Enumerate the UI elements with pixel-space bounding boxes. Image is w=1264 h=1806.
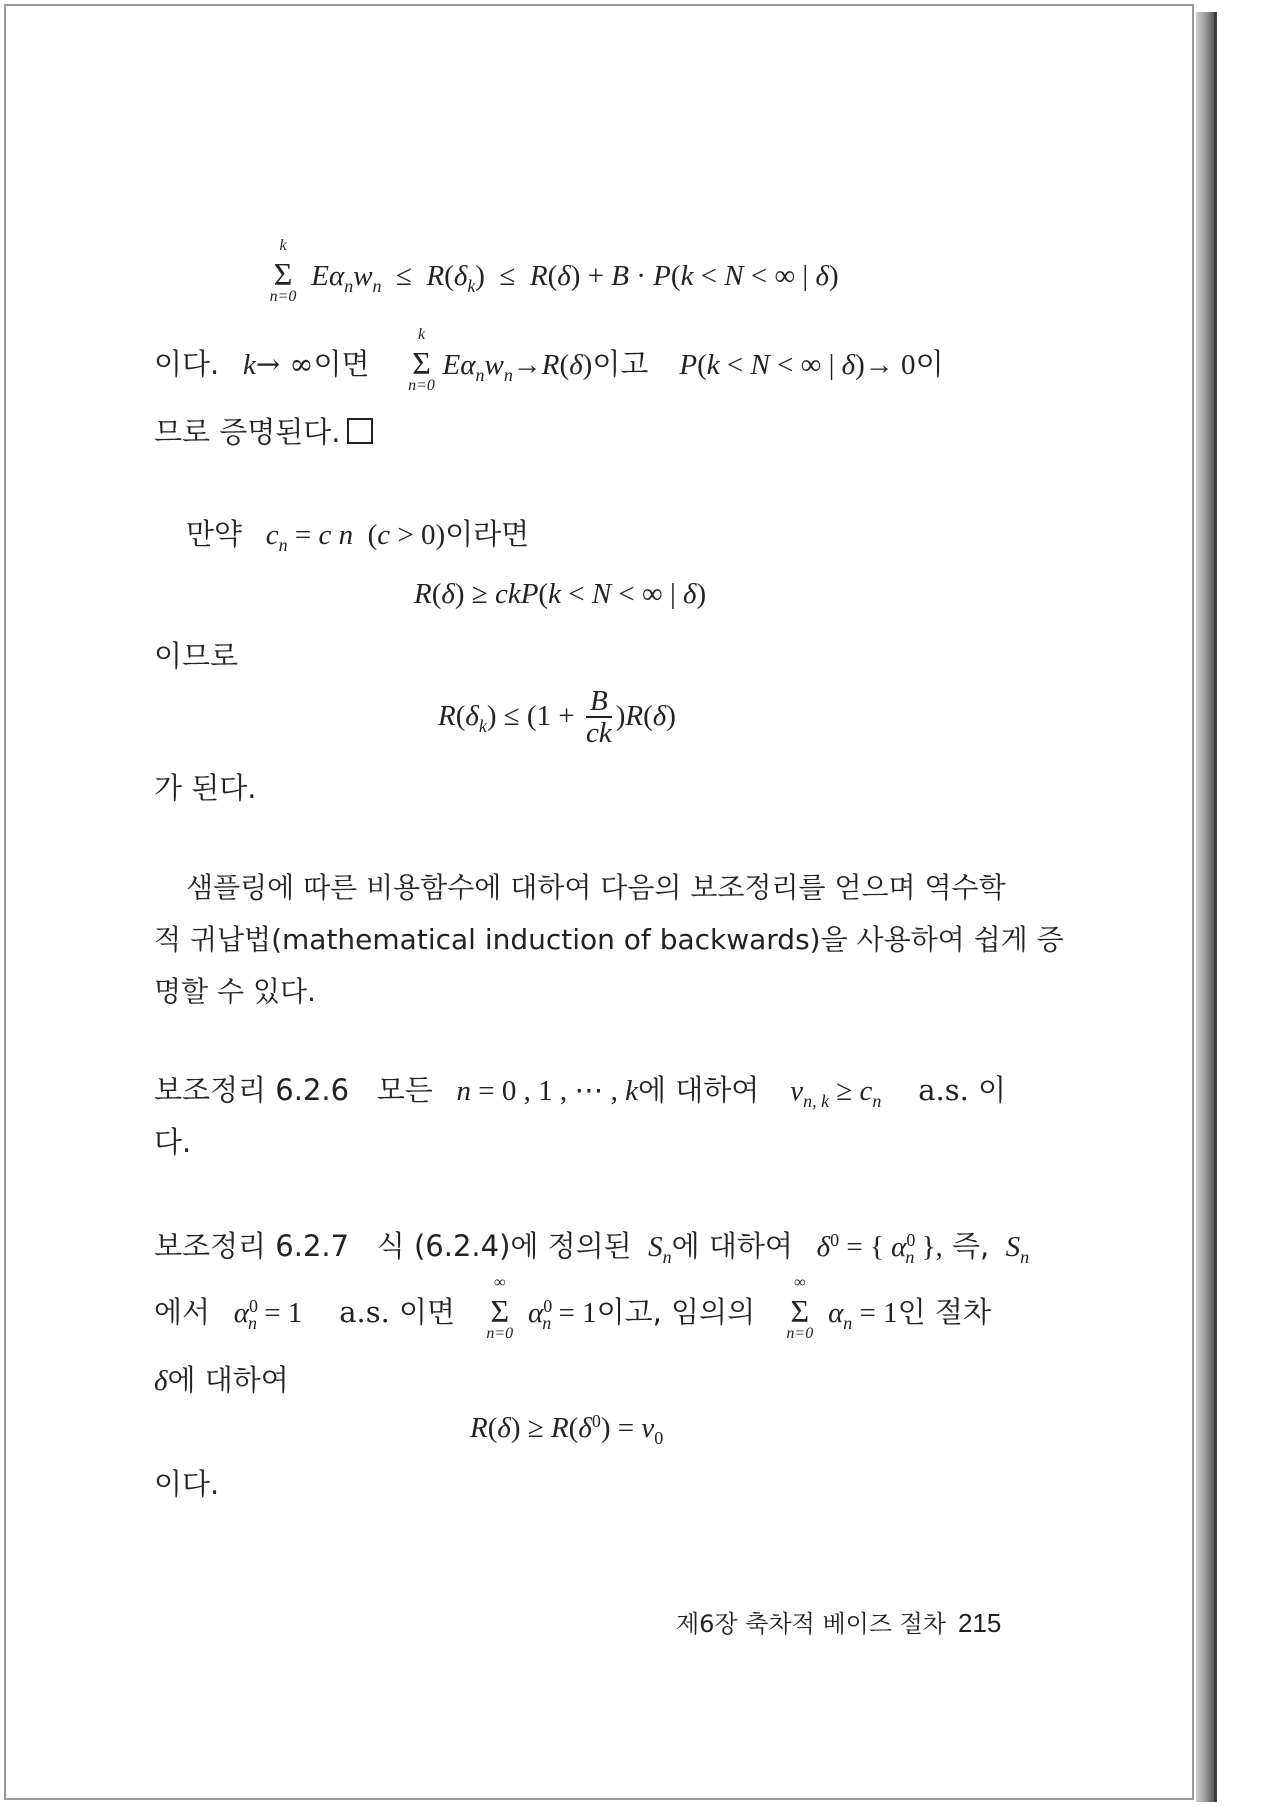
page-number: 215 [958,1608,1002,1638]
text-proof-end-line [154,410,373,451]
equation-risk-lower-bound: R(δ) ≥ ckP(k < N < ∞ | δ) [414,578,707,610]
text-sik: 식 (6.2.4)에 정의된 [376,1229,632,1263]
lemma-6-2-7-line-3: δ에 대하여 [154,1363,289,1397]
equation-optimal-risk: $R(\delta) \ge R(\delta^0) = v_0$ [470,1411,664,1448]
text-imeuro: 이므로 [154,639,239,673]
page-footer [676,1604,1001,1639]
text-igo-imui: 이고, 임의의 [596,1295,756,1329]
text-line-limit: 이다. k→ ∞이면 k Σ n=0 $E\alpha_nw_n\to R(\delta)$이고 P(k < N < ∞ | δ)→ 0이 [154,326,944,394]
text-lemma-ida: 이다. [154,1467,220,1501]
text-line-cost-condition: 만약 $c_n = c$ n (c > 0)이라면 [186,517,530,555]
paragraph-line-1: 샘플링에 따른 비용함수에 대하여 다음의 보조정리를 얻으며 역수학 [186,871,1006,904]
lemma-6-2-7-line-1: 보조정리 6.2.7 식 (6.2.4)에 정의된 $S_n$에 대하여 $\delta^0$ = { $\alpha^0_n$ }, 즉, $S_n$ [154,1229,1030,1267]
text-imyeon: 이면 [313,347,370,381]
text-ga-doenda: 가 된다. [154,771,257,805]
lemma-6-2-6-line-1: 보조정리 6.2.6 모든 n = 0 , 1 , ⋯ , k에 대하여 $v_{n, k} \ge c_n$ a.s. 이 [154,1073,1007,1111]
text-e-daehayeo: 에 대하여 [637,1073,760,1107]
text-iramyeon: 이라면 [445,517,530,551]
lemma-6-2-6-label: 보조정리 6.2.6 [154,1073,350,1107]
paragraph-line-3: 명할 수 있다. [154,975,316,1008]
text-e-daehayeo-2: 에 대하여 [671,1229,793,1263]
text-in-jeolcha: 인 절차 [897,1295,991,1329]
text-as-imyeon: a.s. 이면 [339,1295,456,1329]
text-jeuk: 즉, [951,1229,990,1263]
text-as-i: a.s. 이 [918,1073,1007,1107]
text-eseo: 에서 [154,1295,211,1329]
lemma-6-2-7-line-2: 에서 $\alpha^0_n = 1$ a.s. 이면 ∞ Σ n=0 $\alpha^0_n = 1$이고, 임의의 ∞ Σ n=0 $\alpha_n = 1$인 절차 [154,1274,991,1342]
qed-box-icon [347,418,373,444]
text-manyak: 만약 [186,517,243,551]
equation-risk-ratio: $R(\delta_k) \le (1$ + $\frac{B}{ck}$ )R(δ) [438,685,676,750]
text-ida: 이다. [154,347,220,381]
text-igo: 이고 [592,347,649,381]
footer-chapter: 제6장 축차적 베이즈 절차 [676,1610,946,1638]
text-delta-daehayeo: 에 대하여 [167,1363,289,1397]
paragraph-line-2: 적 귀납법(mathematical induction of backwards)을 사용하여 쉽게 증 [154,923,1064,956]
lemma-6-2-7-label: 보조정리 6.2.7 [154,1229,350,1263]
book-spine [1196,12,1214,1802]
text-i: 이 [915,347,944,381]
text-proof-end: 므로 증명된다. [154,415,341,449]
book-spine-edge [1214,12,1217,1802]
lemma-6-2-6-line-2: 다. [154,1125,192,1159]
text-modeun: 모든 [376,1073,433,1107]
equation-risk-bound: k Σ n=0 $E\alpha_nw_n \le R(\delta_k) \le R(\delta) + B \cdot P(k < N$ < ∞ | δ) [269,237,839,305]
